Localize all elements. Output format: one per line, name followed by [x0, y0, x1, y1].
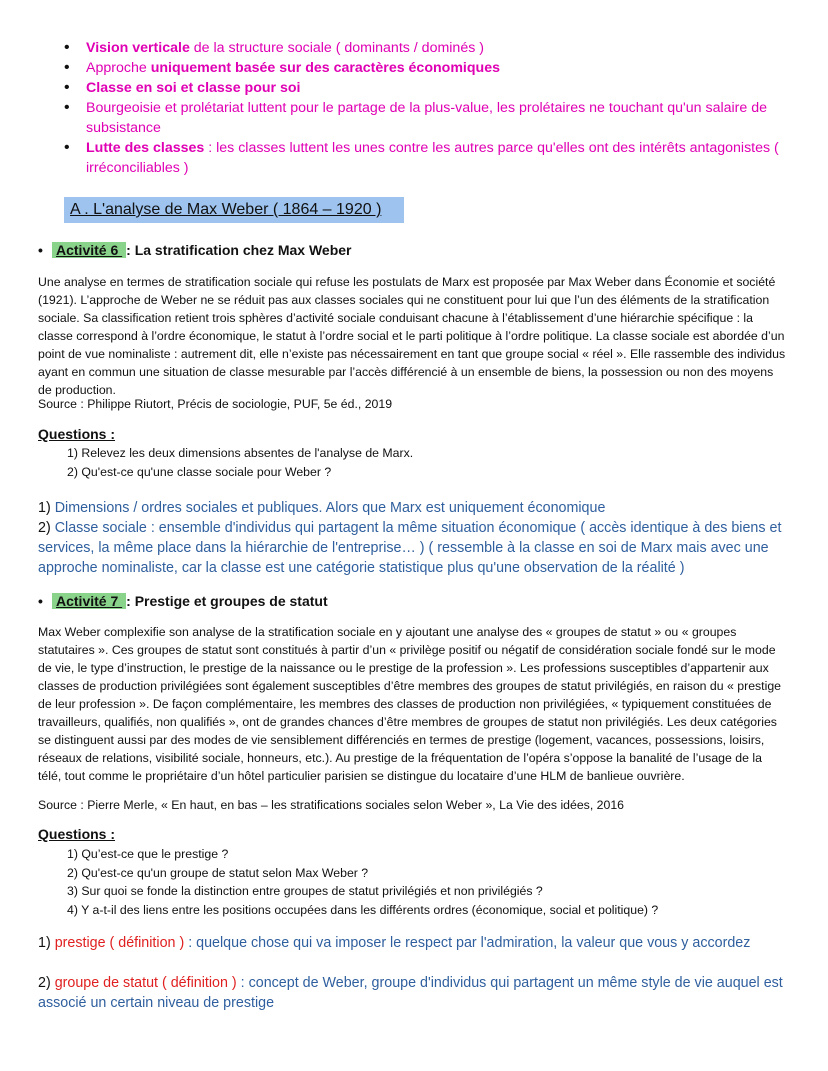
activity-6-answer-1 — [38, 498, 798, 518]
activity-6-tag: Activité 6 — [52, 242, 126, 258]
activity-7-answer-2 — [38, 973, 798, 1013]
question-item: 2) Qu'est-ce qu'une classe sociale pour Weber ? — [67, 464, 332, 479]
activity-7-answer-1 — [38, 933, 798, 953]
activity-7-source: Source : Pierre Merle, « En haut, en bas – les stratifications sociales selon Weber », La Vie des idées, 2016 — [38, 798, 625, 812]
bullet-text: : les classes luttent les unes contre les autres parce qu'elles ont des intérêts antagonistes ( irréconciliables ) — [86, 140, 779, 176]
answer-text: Classe sociale : ensemble d'individus qui partagent la même situation économique ( accès identique à des biens et services, la même place dans la hiérarchie de l'entreprise… ) ( ressemble à la classe en soi de Marx mais avec une approche nominaliste, car la classe est une catégorie statistique plus qu'une observation de la réalité ) — [38, 520, 782, 576]
question-item: 1) Qu’est-ce que le prestige ? — [67, 847, 229, 861]
question-item: 1) Relevez les deux dimensions absentes de l'analyse de Marx. — [67, 446, 414, 460]
activity-7-text: Max Weber complexifie son analyse de la stratification sociale en y ajoutant une analyse des « groupes de statut » ou « groupes statutaires ». Ces groupes de statut sont constitués à partir d’un « privilège positif ou négatif de considération sociale fondé sur le mode de vie, le type d’instruction, le prestige de la naissance ou le prestige de la profession ». Les professions susceptibles d’appartenir aux classes de production privilégiées sont également susceptibles d’être membres des groupes de statut privilégiés, en raison du « prestige de leur profession ». De façon complémentaire, les membres des classes de production non privilégiées, « typiquement constituées de travailleurs, qualifiés, non qualifiés », ont de grandes chances d’être membres de groupes de statut non privilégiés. Les deux catégories se distinguent aussi par des modes de vie sensiblement différenciés en termes de prestige (logement, vacances, possessions, loisirs, réseaux de relations, visibilité sociale, honneurs, etc.). Au prestige de la fréquentation de l’opéra s’oppose la banalité de l’usage de la télé, tout comme le propriétaire d’un hôtel particulier parisien se distingue du locataire d’une HLM de banlieue ouvrière. — [38, 625, 782, 783]
bullet-bold-text: Vision verticale — [86, 40, 190, 56]
answer-number: 1) — [38, 935, 55, 951]
bullet-item — [64, 138, 804, 178]
question-item: 4) Y a-t-il des liens entre les positions occupées dans les différents ordres (économique, social et politique) ? — [67, 903, 659, 918]
bullet-text: de la structure sociale ( dominants / dominés ) — [189, 40, 484, 56]
bullet-item — [64, 58, 804, 78]
summary-bullet-list — [64, 38, 804, 178]
activity-6-title: : La stratification chez Max Weber — [126, 242, 352, 258]
activity-6-text: Une analyse en termes de stratification sociale qui refuse les postulats de Marx est proposée par Max Weber dans Économie et société (1921). L’approche de Weber ne se réduit pas aux classes sociales qui ne constituent pour lui que l’un des éléments de la stratification sociale. Sa classification retient trois sphères d’activité sociale conduisant chacune à l’établissement d’une hiérarchie spécifique : la classe correspond à l’ordre économique, le statut à l’ordre social et le parti politique à l’ordre politique. La classe sociale est abordée d’un point de vue nominaliste : autrement dit, elle n’existe pas nécessairement en tant que groupe social « réel ». Elle rassemble des individus ayant en commun une situation de classe mesurable par l’accès différencié à un ensemble de biens, la possession ou non des moyens de production. — [38, 275, 786, 397]
answer-label: groupe de statut ( définition ) — [54, 975, 237, 991]
answer-number: 2) — [38, 520, 55, 536]
section-heading-weber — [64, 197, 404, 223]
activity-7-heading — [38, 590, 328, 612]
activity-7-questions-label: Questions : — [38, 826, 116, 842]
activity-6-source: Source : Philippe Riutort, Précis de sociologie, PUF, 5e éd., 2019 — [38, 397, 393, 411]
bullet-text: Approche — [86, 60, 151, 76]
activity-6-questions-label: Questions : — [38, 426, 116, 442]
bullet-item — [64, 98, 804, 138]
answer-text: Dimensions / ordres sociales et publiques. Alors que Marx est uniquement économique — [54, 500, 606, 516]
bullet-item — [64, 78, 804, 98]
bullet-bold-text: uniquement basée sur des caractères économiques — [150, 60, 500, 76]
activity-6-question-list — [67, 444, 413, 481]
activity-7-title: : Prestige et groupes de statut — [126, 593, 328, 609]
activity-6-answer-2 — [38, 518, 798, 578]
section-title: A . L'analyse de Max Weber ( 1864 – 1920 ) — [70, 201, 382, 218]
activity-6-heading — [38, 239, 352, 261]
answer-text: : concept de Weber, groupe d'individus qui partagent un même style de vie auquel est associé un certain niveau de prestige — [38, 975, 783, 1011]
answer-number: 2) — [38, 975, 55, 991]
bullet-dot: • — [38, 242, 43, 258]
answer-number: 1) — [38, 500, 55, 516]
activity-7-tag: Activité 7 — [52, 593, 126, 609]
question-item: 2) Qu'est-ce qu'un groupe de statut selon Max Weber ? — [67, 865, 369, 880]
bullet-bold-text: Lutte des classes — [86, 140, 205, 156]
answer-text: : quelque chose qui va imposer le respect par l'admiration, la valeur que vous y accordez — [184, 935, 751, 951]
question-item: 3) Sur quoi se fonde la distinction entre groupes de statut privilégiés et non privilégiés ? — [67, 884, 543, 899]
bullet-text: Bourgeoisie et prolétariat luttent pour le partage de la plus-value, les prolétaires ne touchant qu'un salaire de subsistance — [86, 100, 767, 136]
bullet-bold-text: Classe en soi et classe pour soi — [86, 80, 301, 96]
answer-label: prestige ( définition ) — [54, 935, 185, 951]
bullet-dot: • — [38, 593, 43, 609]
activity-7-question-list — [67, 845, 658, 920]
bullet-item — [64, 38, 804, 58]
